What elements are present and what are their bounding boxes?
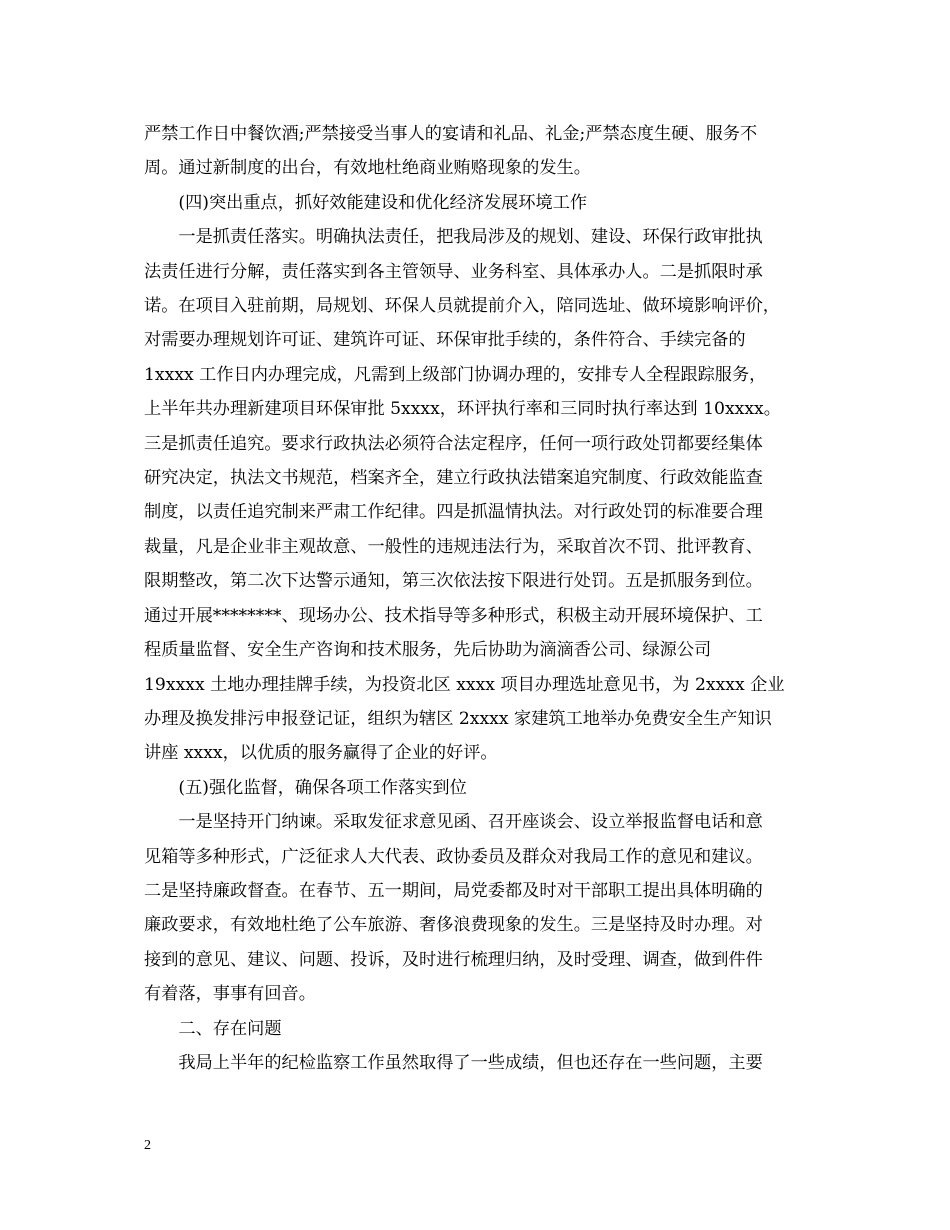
text-line: 研究决定，执法文书规范，档案齐全，建立行政执法错案追究制度、行政效能监查	[144, 468, 763, 489]
paragraph	[144, 805, 814, 1011]
text-line: (四)突出重点，抓好效能建设和优化经济发展环境工作	[178, 192, 588, 213]
paragraph	[144, 117, 814, 186]
text-line: 一是抓责任落实。明确执法责任，把我局涉及的规划、建设、环保行政审批执	[178, 227, 763, 248]
text-line: 1xxxx 工作日内办理完成，凡需到上级部门协调办理的，安排专人全程跟踪服务，	[144, 364, 767, 385]
text-line: 上半年共办理新建项目环保审批 5xxxx，环评执行率和三同时执行率达到 10xxxx。	[144, 399, 781, 420]
text-line: 对需要办理规划许可证、建筑许可证、环保审批手续的，条件符合、手续完备的	[144, 330, 746, 351]
text-line: 诺。在项目入驻前期，局规划、环保人员就提前介入，陪同选址、做环境影响评价，	[144, 296, 780, 317]
paragraph	[144, 1012, 814, 1046]
text-line: 我局上半年的纪检监察工作虽然取得了一些成绩，但也还存在一些问题，主要	[178, 1052, 763, 1073]
paragraph	[144, 1046, 814, 1080]
text-line: 二是坚持廉政督查。在春节、五一期间，局党委都及时对干部职工提出具体明确的	[144, 880, 763, 901]
paragraph	[144, 220, 814, 771]
text-line: 程质量监督、安全生产咨询和技术服务，先后协助为滴滴香公司、绿源公司	[144, 640, 712, 661]
text-line: 有着落，事事有回音。	[144, 984, 316, 1005]
text-line: 廉政要求，有效地杜绝了公车旅游、奢侈浪费现象的发生。三是坚持及时办理。对	[144, 915, 763, 936]
text-line: 一是坚持开门纳谏。采取发征求意见函、召开座谈会、设立举报监督电话和意	[178, 812, 763, 833]
text-line: 讲座 xxxx，以优质的服务赢得了企业的好评。	[144, 743, 498, 764]
document-body	[144, 117, 814, 1080]
page-number: 2	[144, 1138, 151, 1153]
text-line: 二、存在问题	[178, 1018, 282, 1039]
text-line: 19xxxx 土地办理挂牌手续，为投资北区 xxxx 项目办理选址意见书，为 2xxxx 企业	[144, 674, 785, 695]
paragraph	[144, 771, 814, 805]
text-line: (五)强化监督，确保各项工作落实到位	[178, 777, 467, 798]
text-line: 法责任进行分解，责任落实到各主管领导、业务科室、具体承办人。二是抓限时承	[144, 261, 763, 282]
text-line: 见箱等多种形式，广泛征求人大代表、政协委员及群众对我局工作的意见和建议。	[144, 846, 763, 867]
text-line: 三是抓责任追究。要求行政执法必须符合法定程序，任何一项行政处罚都要经集体	[144, 433, 763, 454]
text-line: 接到的意见、建议、问题、投诉，及时进行梳理归纳，及时受理、调查，做到件件	[144, 949, 763, 970]
text-line: 制度，以责任追究制来严肃工作纪律。四是抓温情执法。对行政处罚的标准要合理	[144, 502, 763, 523]
text-line: 限期整改，第二次下达警示通知，第三次依法按下限进行处罚。五是抓服务到位。	[144, 571, 763, 592]
text-line: 办理及换发排污申报登记证，组织为辖区 2xxxx 家建筑工地举办免费安全生产知识	[144, 708, 772, 729]
text-line: 严禁工作日中餐饮酒;严禁接受当事人的宴请和礼品、礼金;严禁态度生硬、服务不	[144, 124, 758, 144]
text-line: 裁量，凡是企业非主观故意、一般性的违规违法行为，采取首次不罚、批评教育、	[144, 536, 763, 557]
text-line: 通过开展********、现场办公、技术指导等多种形式，积极主动开展环境保护、工	[144, 605, 763, 626]
paragraph	[144, 186, 814, 220]
text-line: 周。通过新制度的出台，有效地杜绝商业贿赂现象的发生。	[144, 158, 591, 179]
